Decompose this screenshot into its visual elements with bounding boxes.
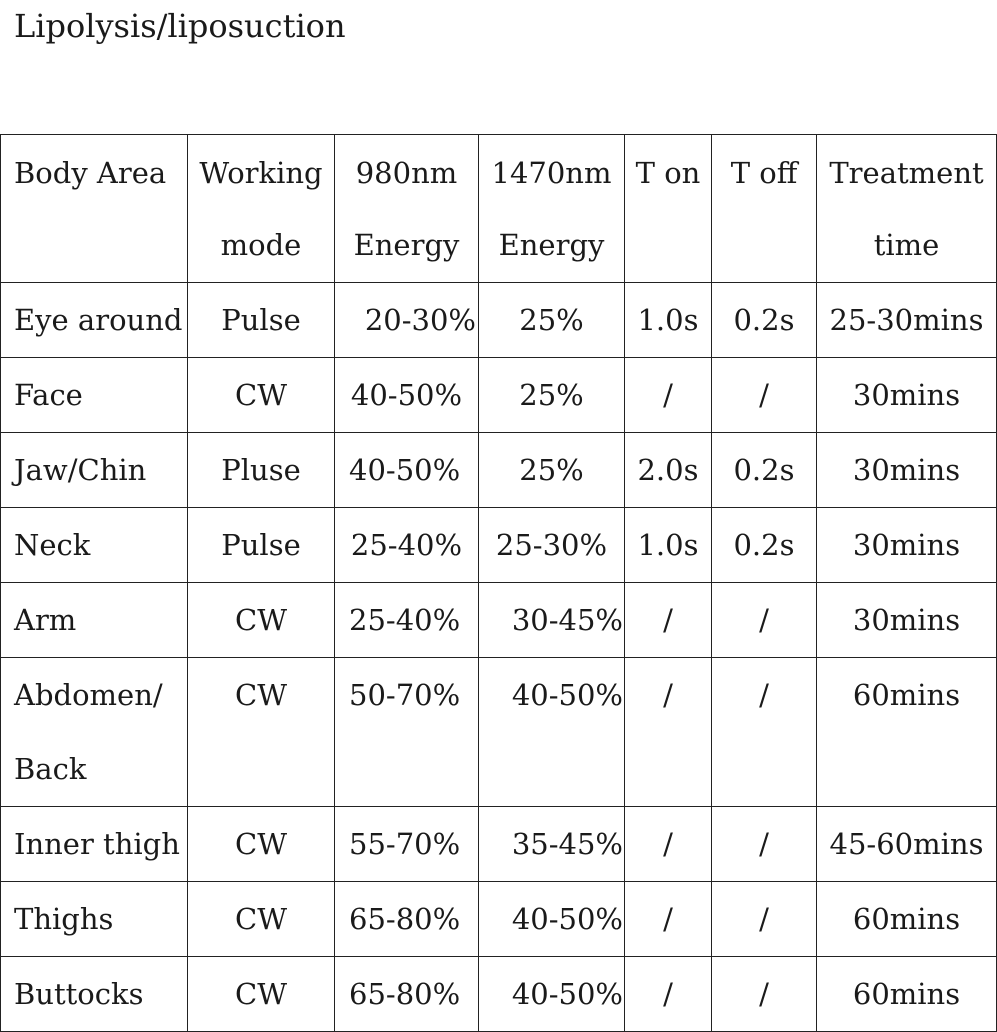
cell-980nm-energy: 40-50% [335, 358, 479, 433]
cell-980nm-energy: 20-30% [335, 283, 479, 358]
lipolysis-settings-table [0, 134, 997, 1032]
cell-body-area: Jaw/Chin [1, 433, 188, 508]
cell-body-area: Thighs [1, 882, 188, 957]
document-title: Lipolysis/liposuction [14, 7, 346, 45]
cell-t-off: / [712, 957, 817, 1032]
cell-working-mode: Pulse [188, 508, 335, 583]
table-row [1, 508, 997, 583]
cell-1470nm-energy: 35-45% [479, 807, 625, 882]
cell-980nm-energy: 50-70% [335, 658, 479, 807]
cell-working-mode: CW [188, 957, 335, 1032]
cell-1470nm-energy: 25% [479, 283, 625, 358]
cell-980nm-energy: 55-70% [335, 807, 479, 882]
cell-1470nm-energy: 25% [479, 358, 625, 433]
header-980nm-energy [335, 135, 479, 283]
cell-working-mode: CW [188, 358, 335, 433]
cell-t-on: / [625, 957, 712, 1032]
cell-working-mode: Pluse [188, 433, 335, 508]
header-body-area [1, 135, 188, 283]
header-t-off [712, 135, 817, 283]
cell-treatment-time: 60mins [817, 957, 997, 1032]
header-working-mode [188, 135, 335, 283]
cell-working-mode: Pulse [188, 283, 335, 358]
cell-body-area: Inner thigh [1, 807, 188, 882]
cell-body-area: Eye around [1, 283, 188, 358]
table-row [1, 433, 997, 508]
header-t-on [625, 135, 712, 283]
header-line: Energy [353, 228, 460, 262]
cell-t-on: / [625, 658, 712, 807]
cell-t-off: 0.2s [712, 433, 817, 508]
cell-treatment-time: 25-30mins [817, 283, 997, 358]
cell-t-on: / [625, 882, 712, 957]
cell-body-area: Neck [1, 508, 188, 583]
cell-body-area: Abdomen/ Back [1, 658, 188, 807]
cell-body-area: Arm [1, 583, 188, 658]
cell-980nm-energy: 40-50% [335, 433, 479, 508]
header-line: 980nm [355, 156, 458, 190]
cell-body-area: Buttocks [1, 957, 188, 1032]
cell-working-mode: CW [188, 583, 335, 658]
table-row [1, 358, 997, 433]
cell-treatment-time: 30mins [817, 358, 997, 433]
cell-working-mode: CW [188, 882, 335, 957]
cell-t-on: 1.0s [625, 283, 712, 358]
cell-t-off: / [712, 807, 817, 882]
header-line: Energy [498, 228, 605, 262]
cell-working-mode: CW [188, 658, 335, 807]
cell-1470nm-energy: 25-30% [479, 508, 625, 583]
cell-980nm-energy: 25-40% [335, 508, 479, 583]
header-line: T on [635, 156, 701, 190]
cell-t-on: 1.0s [625, 508, 712, 583]
table-row [1, 283, 997, 358]
table-row [1, 658, 997, 807]
cell-t-on: / [625, 358, 712, 433]
cell-t-off: / [712, 882, 817, 957]
table-header-row [1, 135, 997, 283]
header-1470nm-energy [479, 135, 625, 283]
header-line: Body Area [14, 156, 167, 190]
cell-1470nm-energy: 25% [479, 433, 625, 508]
cell-treatment-time: 30mins [817, 433, 997, 508]
cell-980nm-energy: 25-40% [335, 583, 479, 658]
header-line: time [873, 228, 940, 262]
cell-1470nm-energy: 40-50% [479, 882, 625, 957]
cell-t-off: / [712, 358, 817, 433]
cell-980nm-energy: 65-80% [335, 957, 479, 1032]
table-row [1, 882, 997, 957]
cell-working-mode: CW [188, 807, 335, 882]
header-line: mode [220, 228, 302, 262]
cell-treatment-time: 60mins [817, 658, 997, 807]
cell-treatment-time: 60mins [817, 882, 997, 957]
table-row [1, 957, 997, 1032]
cell-treatment-time: 45-60mins [817, 807, 997, 882]
table-row [1, 583, 997, 658]
cell-treatment-time: 30mins [817, 508, 997, 583]
header-line: 1470nm [491, 156, 612, 190]
cell-t-on: / [625, 583, 712, 658]
header-line: T off [730, 156, 798, 190]
cell-t-off: / [712, 658, 817, 807]
header-line: Working [199, 156, 323, 190]
cell-1470nm-energy: 30-45% [479, 583, 625, 658]
cell-1470nm-energy: 40-50% [479, 957, 625, 1032]
cell-treatment-time: 30mins [817, 583, 997, 658]
cell-body-area: Face [1, 358, 188, 433]
cell-980nm-energy: 65-80% [335, 882, 479, 957]
cell-t-off: / [712, 583, 817, 658]
cell-t-on: 2.0s [625, 433, 712, 508]
cell-t-on: / [625, 807, 712, 882]
cell-1470nm-energy: 40-50% [479, 658, 625, 807]
cell-t-off: 0.2s [712, 283, 817, 358]
header-line: Treatment [829, 156, 984, 190]
cell-t-off: 0.2s [712, 508, 817, 583]
header-treatment-time [817, 135, 997, 283]
table-row [1, 807, 997, 882]
